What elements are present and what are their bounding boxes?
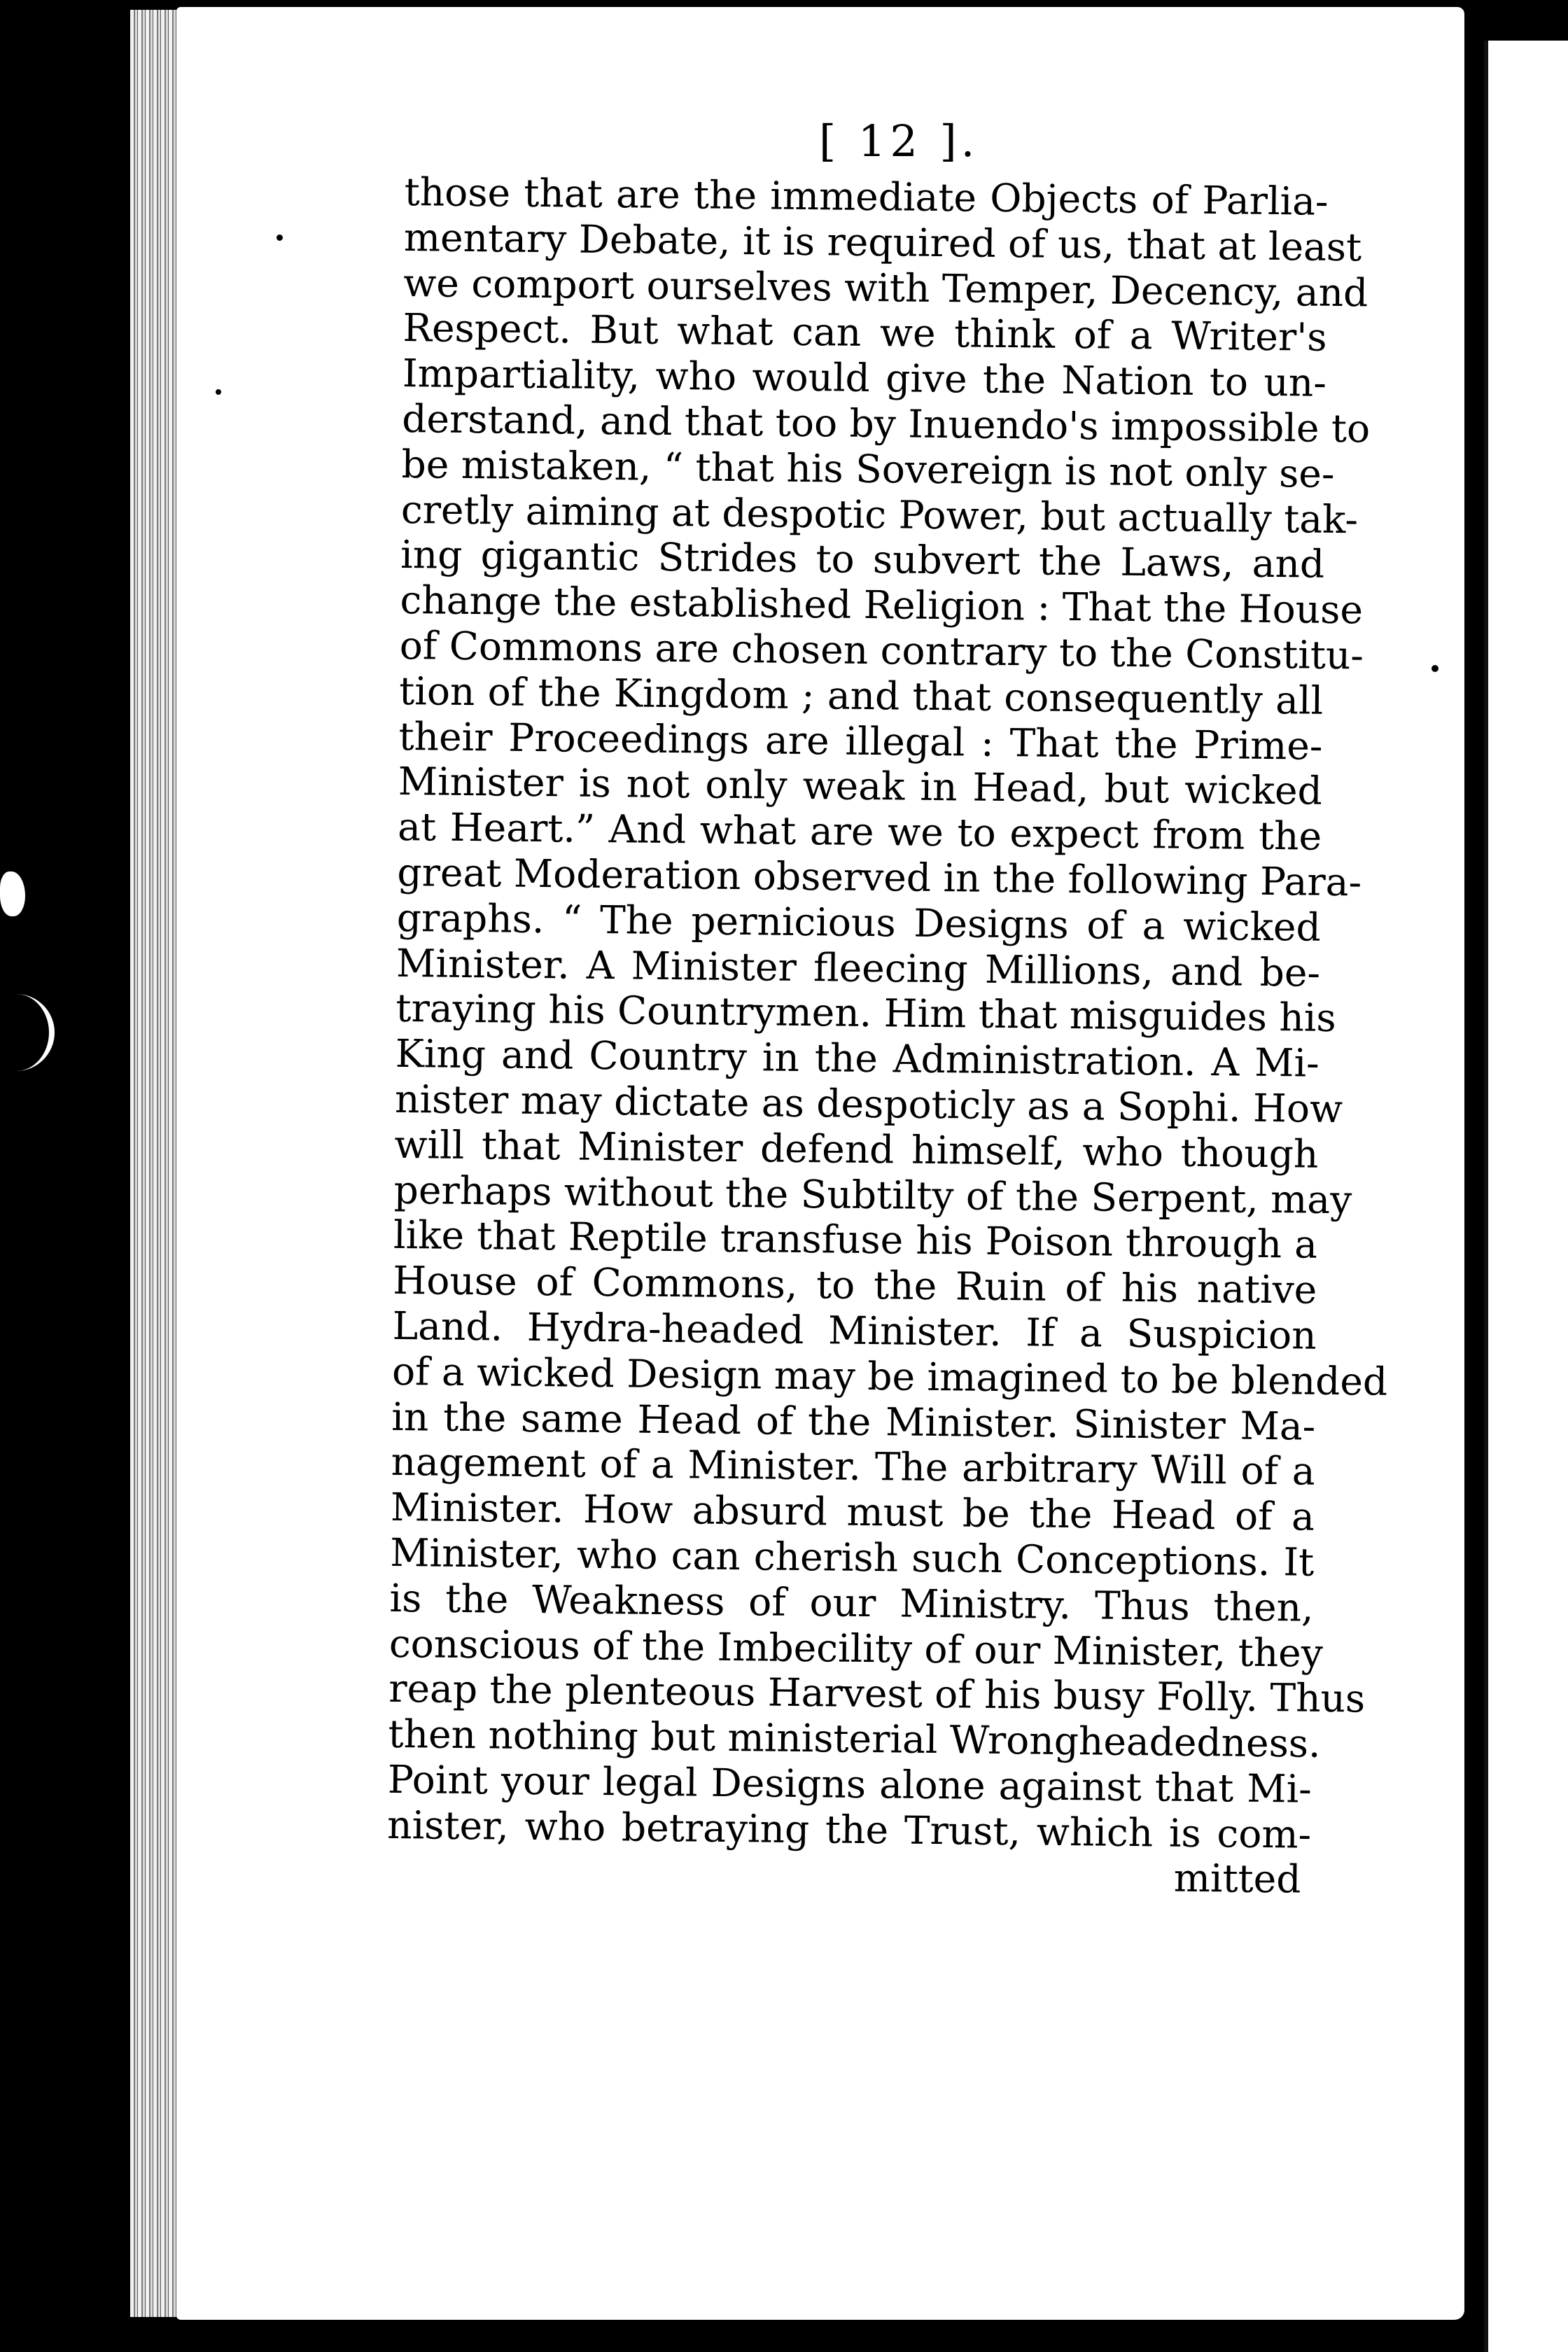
- text-line: of a wicked Design may be imagined to be blended: [391, 1348, 1388, 1404]
- text-line: those that are the immediate Objects of Parlia-: [404, 169, 1329, 224]
- text-line: then nothing but ministerial Wrongheadedness.: [388, 1711, 1321, 1766]
- margin-mark: [7, 994, 55, 1071]
- text-line: Minister. How absurd must be the Head of a: [390, 1485, 1315, 1539]
- text-line: Land. Hydra-headed Minister. If a Suspicion: [392, 1303, 1317, 1358]
- text-line: mentary Debate, it is required of us, that at least: [403, 214, 1362, 270]
- ink-speck: [276, 234, 283, 241]
- text-line: be mistaken, “ that his Sovereign is not only se-: [401, 441, 1335, 496]
- ink-speck: [1432, 665, 1438, 672]
- text-line: great Moderation observed in the following Para-: [397, 849, 1362, 905]
- text-line: nagement of a Minister. The arbitrary Will of a: [391, 1439, 1315, 1494]
- text-line: King and Country in the Administration. A Mi-: [395, 1031, 1320, 1086]
- text-line: cretly aiming at despotic Power, but actually tak-: [400, 486, 1359, 542]
- page-block-edges: [130, 10, 179, 2317]
- text-line: derstand, and that too by Inuendo's impossible to: [401, 396, 1371, 451]
- text-line: House of Commons, to the Ruin of his native: [393, 1258, 1317, 1312]
- text-line: Minister, who can cherish such Conceptions. It: [389, 1530, 1315, 1585]
- text-line: Minister is not only weak in Head, but wicked: [398, 759, 1323, 814]
- text-line: will that Minister defend himself, who though: [394, 1121, 1319, 1177]
- text-line: nister may dictate as despoticly as a Sophi. How: [394, 1076, 1343, 1132]
- text-line: in the same Head of the Minister. Sinister Ma-: [391, 1394, 1316, 1449]
- text-line: Minister. A Minister fleecing Millions, and be-: [396, 940, 1321, 995]
- text-line: we comport ourselves with Temper, Decency, and: [402, 260, 1368, 316]
- margin-blot: [0, 872, 25, 916]
- text-line: of Commons are chosen contrary to the Constitu-: [399, 622, 1364, 678]
- text-line: Respect. But what can we think of a Writer's: [402, 305, 1327, 360]
- text-line: nister, who betraying the Trust, which is com-: [386, 1802, 1312, 1857]
- catchword: mitted: [1173, 1856, 1301, 1903]
- text-line: tion of the Kingdom ; and that consequently all: [398, 668, 1324, 723]
- text-line: their Proceedings are illegal : That the Prime-: [398, 713, 1323, 769]
- text-line: Impartiality, who would give the Nation to un-: [402, 351, 1327, 405]
- text-line: reap the plenteous Harvest of his busy Folly. Thus: [388, 1666, 1366, 1721]
- text-line: Point your legal Designs alone against that Mi-: [387, 1756, 1312, 1812]
- text-line: is the Weakness of our Ministry. Thus then,: [389, 1575, 1314, 1630]
- ink-speck: [216, 389, 221, 395]
- text-line: like that Reptile transfuse his Poison through a: [393, 1212, 1318, 1268]
- text-line: change the established Religion : That the House: [400, 578, 1364, 633]
- text-line: ing gigantic Strides to subvert the Laws, and: [400, 532, 1325, 587]
- page-number: [ 12 ].: [819, 115, 979, 167]
- facing-page-edge: [1484, 41, 1568, 2352]
- gutter-shadow: [1464, 7, 1484, 2345]
- text-line: conscious of the Imbecility of our Minister, they: [388, 1620, 1324, 1676]
- body-text: [386, 169, 1388, 1903]
- text-line: at Heart.” And what are we to expect from the: [397, 804, 1322, 859]
- text-line: perhaps without the Subtilty of the Serpent, may: [393, 1167, 1352, 1222]
- text-line: graphs. “ The pernicious Designs of a wicked: [396, 895, 1322, 950]
- text-line: traying his Countrymen. Him that misguides his: [396, 986, 1336, 1041]
